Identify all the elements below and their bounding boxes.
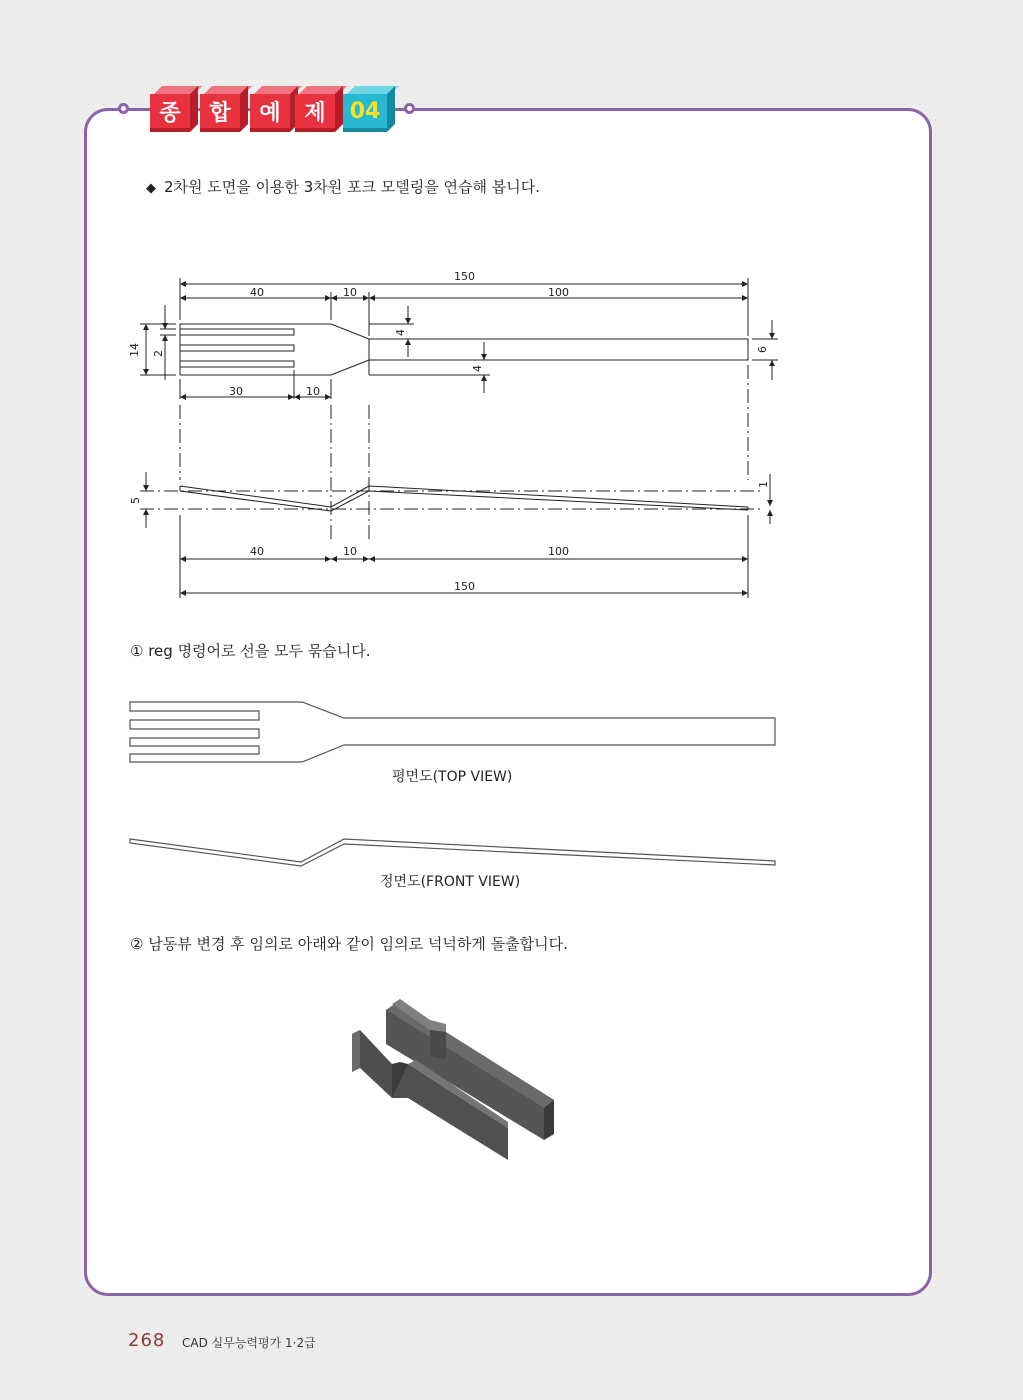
intro-text: 2차원 도면을 이용한 3차원 포크 모델링을 연습해 봅니다.	[164, 178, 541, 196]
dim-width: 14	[128, 343, 141, 357]
title-block-1: 종	[150, 94, 190, 132]
dim-top-neck: 10	[343, 286, 357, 299]
dim-top-handle: 100	[548, 286, 569, 299]
title-block-2: 합	[200, 94, 240, 132]
top-view-caption: 평면도(TOP VIEW)	[392, 769, 513, 785]
step1-text: ① reg 명령어로 선을 모두 묶습니다.	[130, 642, 371, 660]
dim-neck-offset-top: 4	[394, 329, 407, 336]
dim-neck-offset-bottom: 4	[471, 365, 484, 372]
page-number: 268	[128, 1330, 166, 1351]
dim-front-neck: 10	[343, 545, 357, 558]
dim-handle-width: 6	[756, 346, 769, 353]
dim-end-thickness: 1	[757, 481, 770, 488]
dim-thickness: 5	[129, 497, 142, 504]
title-block-4: 제	[295, 94, 335, 132]
dim-slot: 30	[229, 385, 243, 398]
dim-front-tines: 40	[250, 545, 264, 558]
front-view-caption: 정면도(FRONT VIEW)	[380, 874, 521, 890]
dim-top-overall: 150	[454, 270, 475, 283]
dim-slot-gap: 10	[306, 385, 320, 398]
diamond-bullet-icon: ◆	[146, 181, 156, 196]
book-title: CAD 실무능력평가 1·2급	[182, 1336, 316, 1350]
dim-front-handle: 100	[548, 545, 569, 558]
dim-top-tines: 40	[250, 286, 264, 299]
title-number-block: 04	[343, 94, 387, 132]
step2-text: ② 남동뷰 변경 후 임의로 아래와 같이 임의로 넉넉하게 돌출합니다.	[130, 935, 568, 953]
title-block-3: 예	[250, 94, 290, 132]
dim-front-overall: 150	[454, 580, 475, 593]
dim-tine-width: 2	[152, 350, 165, 357]
